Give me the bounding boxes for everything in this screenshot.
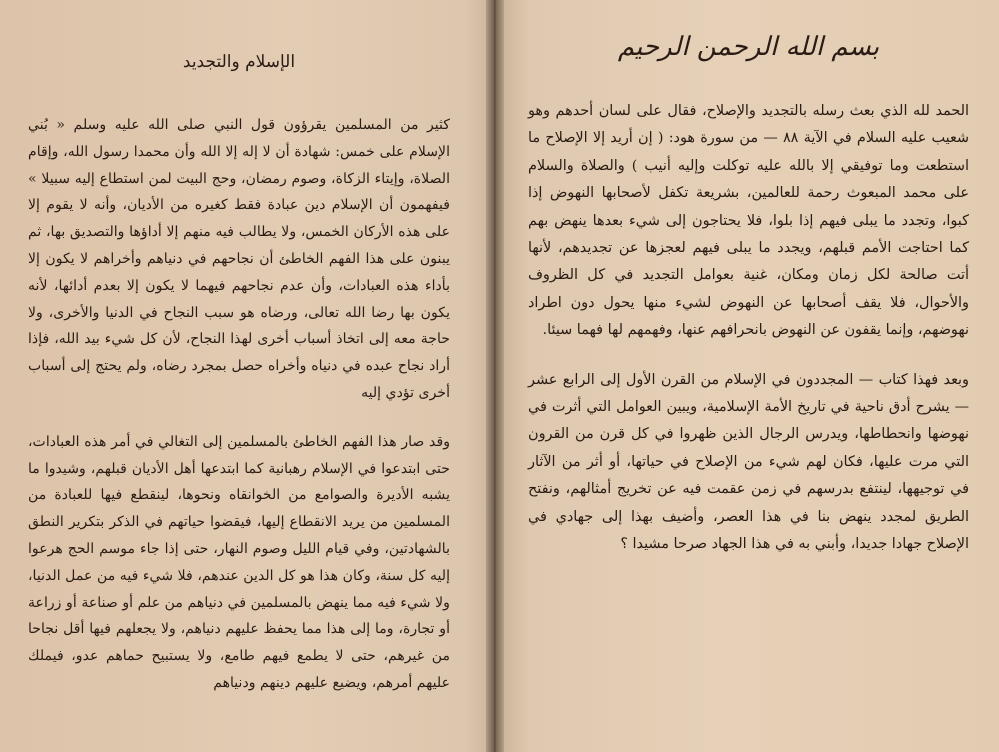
left-page — [0, 0, 494, 752]
left-paragraph-1: كثير من المسلمين يقرؤون قول النبي صلى الله عليه وسلم « بُني الإسلام على خمس: شهادة أن لا إله إلا الله وأن محمدا رسول الله، وإقام الصلاة، وإيتاء الزكاة، وصوم رمضان، وحج البيت لمن استطاع إليه سبيلا » فيفهمون أن الإسلام دين عبادة فقط كغيره من الأديان، وأنه لا يقوم إلا على هذه الأركان الخمس، ولا يطالب فيه منهم إلا أداؤها والتصديق بها، ثم يبنون على هذا الفهم الخاطئ أن نجاحهم في دنياهم وأخراهم لا يكون إلا بأداء هذه العبادات، وأن عدم نجاحهم فيهما لا يكون إلا بعدم أدائها، لأنه يكون بها رضا الله تعالى، ورضاه هو سبب النجاح في الدنيا والأخرى، ولا حاجة معه إلى اتخاذ أسباب أخرى لهذا النجاح، لأن كل شيء بيد الله، فإذا أراد نجاح عبده في دنياه وأخراه حصل بمجرد رضاه، ولم يحتج إلى أسباب أخرى تؤدي إليه — [28, 117, 450, 401]
left-paragraph-2: وقد صار هذا الفهم الخاطئ بالمسلمين إلى التغالي في أمر هذه العبادات، حتى ابتدعوا في الإسلام رهبانية كما ابتدعها أهل الأديان قبلهم، وشيدوا ما يشبه الأديرة والصوامع من الخوانقاه ونحوها، لينقطع فيها للعبادة من المسلمين من يريد الانقطاع إليها، فيقضوا حياتهم في الذكر بتكرير النطق بالشهادتين، وفي قيام الليل وصوم النهار، حتى إذا جاء موسم الحج هرعوا إليه كل سنة، وكان هذا هو كل الدين عندهم، فلا شيء فيه من عمل الدنيا، ولا شيء فيه مما ينهض بالمسلمين في دنياهم من علم أو صناعة أو زراعة أو تجارة، وما إلى هذا مما يحفظ عليهم دنياهم، ولا يجعلهم فيها أقل نجاحا من غيرهم، حتى لا يطمع فيهم طامع، ولا يستبيح حماهم عدو، فيملك عليهم أمرهم، ويضيع عليهم دينهم ودنياهم — [28, 433, 450, 691]
right-paragraph-1: الحمد لله الذي بعث رسله بالتجديد والإصلاح، فقال على لسان أحدهم وهو شعيب عليه السلام في الآية ٨٨ — من سورة هود: ( إن أريد إلا الإصلاح ما استطعت وما توفيقي إلا بالله عليه توكلت وإليه أنيب ) والصلاة والسلام على محمد المبعوث رحمة للعالمين، بشريعة تكفل لأصحابها النهوض إذا كبوا، وتجدد ما يبلى فيهم إذا بلوا، فلا يحتاجون إلى شيء بعدها ينهض بهم كما احتاجت الأمم قبلهم، ويجدد ما يبلى فيهم لعجزها عن تجديدهم، لأنها أتت صالحة لكل زمان ومكان، غنية بعوامل التجديد في كل الظروف والأحوال، فلا يقف أصحابها عن النهوض لشيء منها يحول دون اطراد نهوضهم، وإنما يقفون عن النهوض بانحرافهم عنها، وفهمهم لها فهما سيئا. — [528, 103, 969, 339]
right-page — [494, 0, 999, 752]
right-paragraph-2: وبعد فهذا كتاب — المجددون في الإسلام من القرن الأول إلى الرابع عشر — يشرح أدق ناحية في تاريخ الأمة الإسلامية، ويبين العوامل التي أثرت في نهوضها وانحطاطها، ويدرس الرجال الذين ظهروا في كل قرن من القرون التي مرت عليها، فكان لهم شيء من الإصلاح في حياتها، أو أثر من الآثار في توجيهها، لينتفع بدرسهم في زمن عقمت فيه عن تخريج أمثالهم، ونفتح الطريق لمجدد ينهض بنا في هذا العصر، وأضيف بهذا إلى جهادي في الإصلاح جهادا جديدا، وأبني به في هذا الجهاد صرحا مشيدا ؟ — [528, 371, 969, 553]
running-head: الإسلام والتجديد — [182, 52, 296, 72]
basmala-heading: بسم الله الرحمن الرحيم — [617, 32, 880, 62]
book-gutter — [486, 0, 504, 752]
